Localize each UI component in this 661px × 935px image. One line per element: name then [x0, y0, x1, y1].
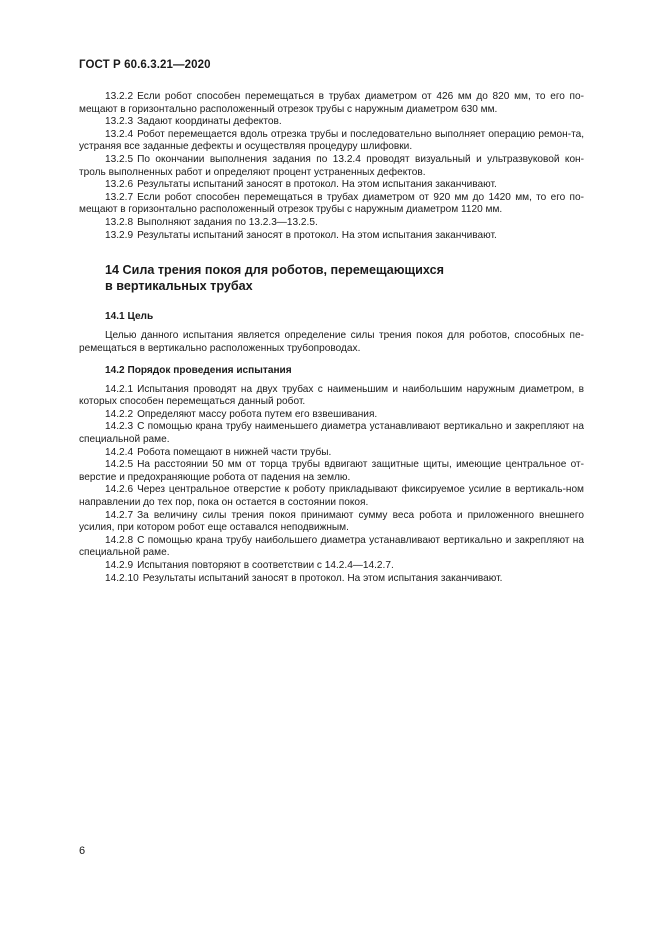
paragraph-number: 14.2.1 — [105, 383, 134, 395]
paragraph-number: 14.2.9 — [105, 560, 134, 571]
paragraph-number: 14.2.6 — [105, 484, 134, 496]
paragraph-number: 14.2.10 — [105, 572, 139, 584]
paragraph-14-2-3 — [79, 421, 584, 446]
paragraph-14-2-4 — [79, 447, 584, 460]
paragraph-text: Результаты испытаний заносят в протокол. На этом испытания заканчивают. — [137, 229, 497, 241]
paragraph-number: 13.2.7 — [105, 191, 134, 203]
paragraph-14-2-1 — [79, 384, 584, 409]
paragraph-13-2-5 — [79, 154, 584, 179]
subsection-14-1-title: 14.1 Цель — [105, 311, 154, 323]
paragraph-number: 13.2.8 — [105, 216, 134, 228]
paragraph-13-2-9 — [79, 230, 584, 243]
paragraph-13-2-7 — [79, 192, 584, 217]
paragraph-number: 14.2.3 — [105, 421, 134, 433]
page-number: 6 — [79, 845, 86, 857]
paragraph-13-2-6 — [79, 179, 584, 192]
paragraph-text: На расстоянии 50 мм от торца трубы вдвигают защитные щиты, имеющие центральное от-верстие и предохраняющие робота от падения на землю. — [79, 459, 584, 483]
paragraph-14-2-10 — [79, 573, 584, 586]
paragraph-text: С помощью крана трубу наибольшего диаметра устанавливают вертикально и закрепляют на специальной раме. — [79, 534, 584, 559]
paragraph-text: С помощью крана трубу наименьшего диаметра устанавливают вертикально и закрепляют на специальной раме. — [79, 421, 584, 446]
paragraph-14-2-7 — [79, 510, 584, 535]
paragraph-text: Робота помещают в нижней части трубы. — [137, 446, 332, 458]
paragraph-14-2-9 — [79, 560, 584, 573]
paragraph-number: 14.2.8 — [105, 534, 134, 546]
paragraph-13-2-8 — [79, 217, 584, 230]
paragraph-number: 13.2.9 — [105, 229, 134, 241]
section-title-line1: 14 Сила трения покоя для роботов, перемещающихся — [105, 263, 444, 278]
paragraph-14-2-2 — [79, 409, 584, 422]
paragraph-text: Задают координаты дефектов. — [137, 116, 282, 128]
paragraph-text: За величину силы трения покоя принимают сумму веса робота и приложенного внешнего усилия, при котором робот еще оставался неподвижным. — [79, 509, 584, 534]
paragraph-number: 13.2.6 — [105, 179, 134, 191]
paragraph-text: Испытания повторяют в соответствии с 14.2.4—14.2.7. — [137, 560, 394, 571]
section-title-line2: в вертикальных трубах — [105, 278, 253, 293]
paragraph-goal: Целью данного испытания является определение силы трения покоя для роботов, способных пе-ремещаться в вертикально расположенных трубопроводах. — [79, 329, 584, 354]
paragraph-text: Испытания проводят на двух трубах с наименьшим и наибольшим наружным диаметром, в которых способен перемещаться данный робот. — [79, 383, 584, 408]
section-14-title — [79, 263, 584, 294]
paragraph-14-2-5 — [79, 459, 584, 484]
paragraph-number: 14.2.2 — [105, 408, 134, 420]
paragraph-text: Результаты испытаний заносят в протокол. На этом испытания заканчивают. — [137, 179, 497, 191]
paragraph-number: 14.2.5 — [105, 459, 134, 471]
paragraph-number: 13.2.5 — [105, 153, 134, 165]
paragraph-text: Результаты испытаний заносят в протокол. На этом испытания заканчивают. — [142, 572, 503, 584]
paragraph-number: 13.2.2 — [105, 91, 134, 102]
paragraph-text: По окончании выполнения задания по 13.2.4 проводят визуальный и ультразвуковой кон-троль выполненных работ и определяют процент устраненных дефектов. — [79, 153, 584, 178]
subsection-14-2-title: 14.2 Порядок проведения испытания — [105, 365, 292, 377]
paragraph-13-2-3 — [79, 116, 584, 129]
document-body — [79, 91, 584, 585]
paragraph-14-2-8 — [79, 535, 584, 560]
paragraph-13-2-2 — [79, 91, 584, 116]
paragraph-text: Определяют массу робота путем его взвешивания. — [137, 408, 378, 420]
paragraph-number: 14.2.7 — [105, 509, 134, 521]
paragraph-text: Через центральное отверстие к роботу прикладывают фиксируемое усилие в вертикаль-ном направлении до тех пор, пока он остается в состоянии покоя. — [79, 484, 584, 509]
paragraph-number: 13.2.3 — [105, 116, 134, 128]
paragraph-14-2-6 — [79, 484, 584, 509]
paragraph-number: 14.2.4 — [105, 446, 134, 458]
paragraph-text: Робот перемещается вдоль отрезка трубы и последовательно выполняет операцию ремон-та, устраняя все заданные дефекты и осуществляя процедуру шлифовки. — [79, 128, 584, 153]
document-header: ГОСТ Р 60.6.3.21—2020 — [79, 59, 211, 71]
paragraph-13-2-4 — [79, 129, 584, 154]
paragraph-text: Выполняют задания по 13.2.3—13.2.5. — [137, 216, 318, 228]
paragraph-text: Если робот способен перемещаться в трубах диаметром от 426 мм до 820 мм, то его по-мещают в горизонтально расположенный отрезок трубы с наружным диаметром 630 мм. — [79, 91, 584, 115]
paragraph-number: 13.2.4 — [105, 128, 134, 140]
paragraph-text: Если робот способен перемещаться в трубах диаметром от 920 мм до 1420 мм, то его по-мещают в горизонтально расположенный отрезок трубы с наружным диаметром 1120 мм. — [79, 191, 584, 216]
